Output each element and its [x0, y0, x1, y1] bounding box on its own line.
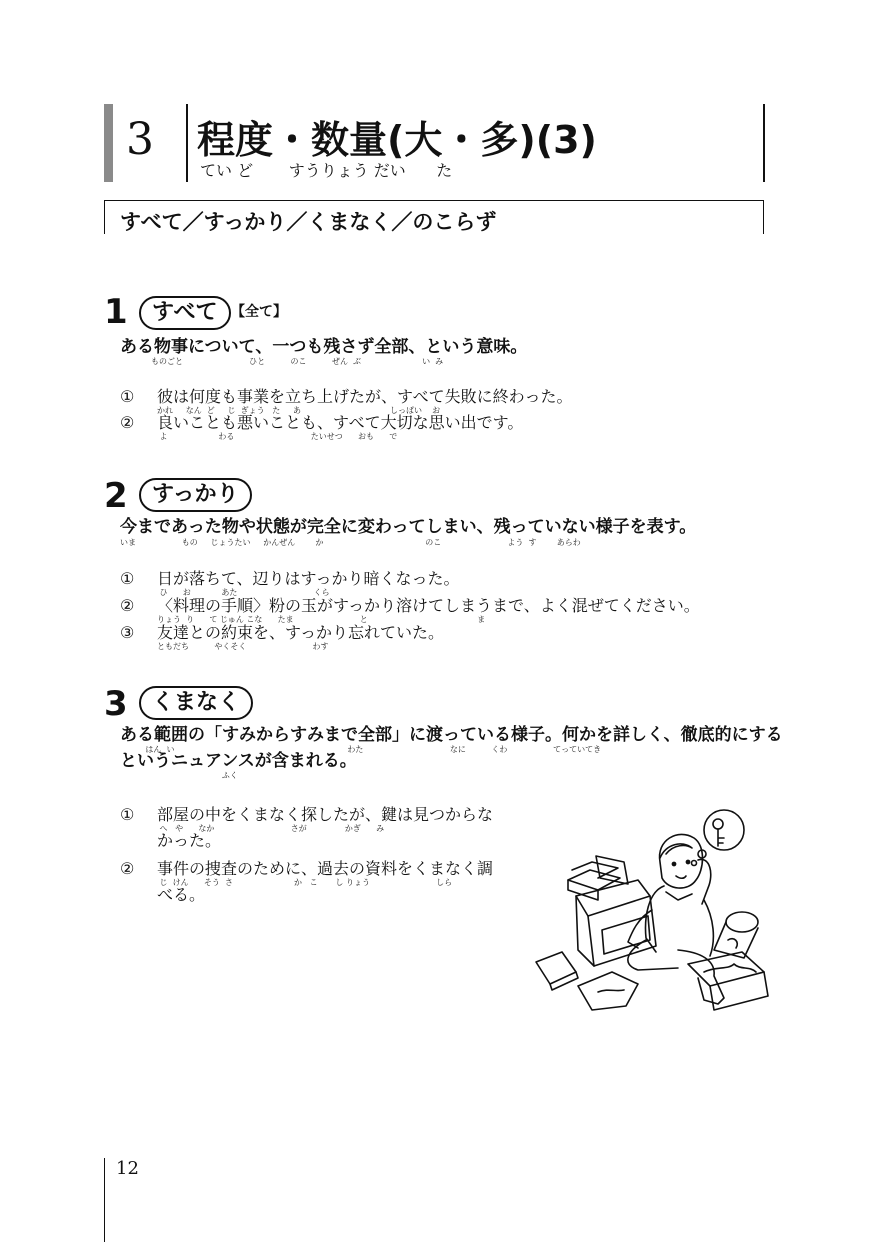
entry-word: すべて: [139, 296, 231, 330]
entry-number: 3: [104, 684, 128, 724]
example-sentence: 彼は何度も事業を立ち上げたが、すべて失敗に終わった。: [157, 387, 573, 406]
definition-furigana: ふく: [120, 771, 238, 780]
example-sentence: 良いことも悪いことも、すべて大切な思い出です。: [157, 413, 524, 432]
example-furigana: かれ なん ど じ ぎょう た あ しっぱい お: [157, 406, 441, 415]
chapter-right-rule: [763, 104, 765, 182]
definition-furigana: ものごと ひと のこ ぜん ぶ い み: [151, 357, 444, 366]
entry-kanji: 【全て】: [231, 304, 287, 320]
example-marker: ①: [120, 569, 135, 588]
definition-furigana: いま もの じょうたい かんぜん か のこ よう す あらわ: [120, 538, 581, 547]
example-sentence: 日が落ちて、辺りはすっかり暗くなった。: [157, 569, 460, 588]
example-sentence: 部屋の中をくまなく探したが、鍵は見つからな: [157, 805, 494, 824]
page-number-rule: [104, 1158, 105, 1242]
word-list: すべて／すっかり／くまなく／のこらず: [120, 210, 497, 234]
word-list-left-rule: [104, 200, 105, 234]
word-list-right-rule: [763, 200, 764, 234]
entry-definition: 今まであった物や状態が完全に変わってしまい、残っていない様子を表す。: [120, 517, 697, 537]
key-thought-bubble-icon: [692, 810, 745, 866]
example-furigana: じ けん そう さ か こ し りょう しら: [157, 878, 453, 887]
example-marker: ①: [120, 387, 135, 406]
example-furigana: よ わる たいせつ おも で: [157, 432, 398, 441]
chapter-side-bar: [104, 104, 113, 182]
entry-word: すっかり: [139, 478, 252, 512]
definition-furigana: はん い わた なに くわ てっていてき: [120, 745, 602, 754]
person-figure: [628, 834, 724, 1004]
example-furigana: へ や なか さが かぎ み: [157, 824, 385, 833]
example-marker: ②: [120, 859, 135, 878]
example-furigana: ひ お あた くら: [157, 588, 330, 597]
entry-definition-continued: というニュアンスが含まれる。: [120, 751, 357, 771]
example-sentence: 友達との約束を、すっかり忘れていた。: [157, 623, 445, 642]
entry-number: 1: [104, 292, 128, 332]
chapter-separator: [186, 104, 188, 182]
example-sentence-continued: べる。: [157, 885, 206, 904]
chapter-number: 3: [126, 114, 154, 165]
example-furigana: ともだち やくそく わす: [157, 642, 329, 651]
entry-definition: ある範囲の「すみからすみまで全部」に渡っている様子。何かを詳しく、徹底的にする: [120, 725, 783, 745]
example-sentence: 事件の捜査のために、過去の資料をくまなく調: [157, 859, 494, 878]
example-marker: ②: [120, 596, 135, 615]
example-sentence-continued: かった。: [157, 831, 222, 850]
example-marker: ③: [120, 623, 135, 642]
chapter-title: 程度・数量(大・多)(3): [197, 118, 597, 162]
example-marker: ②: [120, 413, 135, 432]
example-sentence: 〈料理の手順〉粉の玉がすっかり溶けてしまうまで、よく混ぜてください。: [157, 596, 700, 615]
example-furigana: りょう り て じゅん こな たま と ま: [157, 615, 486, 624]
page-number: 12: [116, 1158, 139, 1179]
entry-definition: ある物事について、一つも残さず全部、という意味。: [120, 337, 528, 357]
entry-number: 2: [104, 476, 128, 516]
searching-person-illustration: [528, 800, 770, 1022]
example-marker: ①: [120, 805, 135, 824]
word-list-top-rule: [104, 200, 764, 201]
entry-word: くまなく: [139, 686, 253, 720]
chapter-title-reading: てい ど すうりょう だい た: [200, 161, 453, 180]
